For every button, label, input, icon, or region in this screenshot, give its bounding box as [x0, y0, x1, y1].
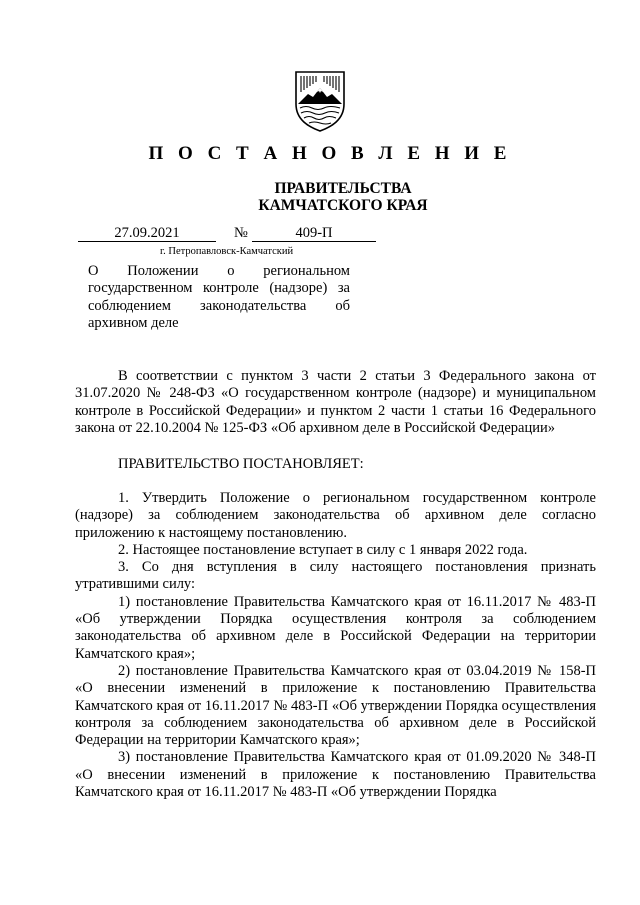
decree-phrase: ПРАВИТЕЛЬСТВО ПОСТАНОВЛЯЕТ:	[118, 456, 364, 472]
kamchatka-coat-of-arms-icon	[293, 70, 347, 132]
number-sign: №	[234, 225, 248, 241]
decree-items	[75, 490, 596, 801]
decree-item: 2) постановление Правительства Камчатского края от 03.04.2019 № 158-П «О внесении изменений в приложение к постановлению Правительства Камчатского края от 16.11.2017 № 483-П «Об утверждении Порядка осуществления контроля за соблюдением законодательства об архивном деле в Российской Федерации на территории Камчатского края»;	[75, 662, 596, 749]
decree-item: 1. Утвердить Положение о региональном государственном контроле (надзоре) за соблюдением законодательства об архивном деле согласно приложению к настоящему постановлению.	[75, 490, 596, 541]
preamble	[75, 368, 596, 437]
preamble-text: В соответствии с пунктом 3 части 2 статьи 3 Федерального закона от 31.07.2020 № 248-ФЗ «О государственном контроле (надзоре) и муниципальном контроле в Российской Федерации» и пунктом 2 части 1 статьи 16 Федерального закона от 22.10.2004 № 125-ФЗ «Об архивном деле в Российской Федерации»	[75, 368, 596, 436]
document-date: 27.09.2021	[78, 225, 216, 242]
document-number: 409-П	[252, 225, 376, 242]
document-subject: О Положении о региональном государственном контроле (надзоре) за соблюдением законодательства об архивном деле	[88, 263, 350, 331]
decree-item: 2. Настоящее постановление вступает в силу с 1 января 2022 года.	[118, 541, 528, 558]
authority-line-1: ПРАВИТЕЛЬСТВА	[274, 180, 412, 197]
decree-item: 3. Со дня вступления в силу настоящего постановления признать утратившими силу:	[75, 559, 596, 593]
decree-item: 3) постановление Правительства Камчатского края от 01.09.2020 № 348-П «О внесении изменений в приложение к постановлению Правительства Камчатского края от 16.11.2017 № 483-П «Об утверждении Порядка	[75, 749, 596, 801]
decree-item: 1) постановление Правительства Камчатского края от 16.11.2017 № 483-П «Об утверждении Порядка осуществления контроля за соблюдением законодательства об архивном деле в Российской Федерации на территории Камчатского края»;	[75, 593, 596, 662]
document-type-title: П О С Т А Н О В Л Е Н И Е	[148, 143, 512, 164]
authority-line-2: КАМЧАТСКОГО КРАЯ	[258, 197, 428, 214]
place-of-issue: г. Петропавловск-Камчатский	[160, 246, 294, 257]
